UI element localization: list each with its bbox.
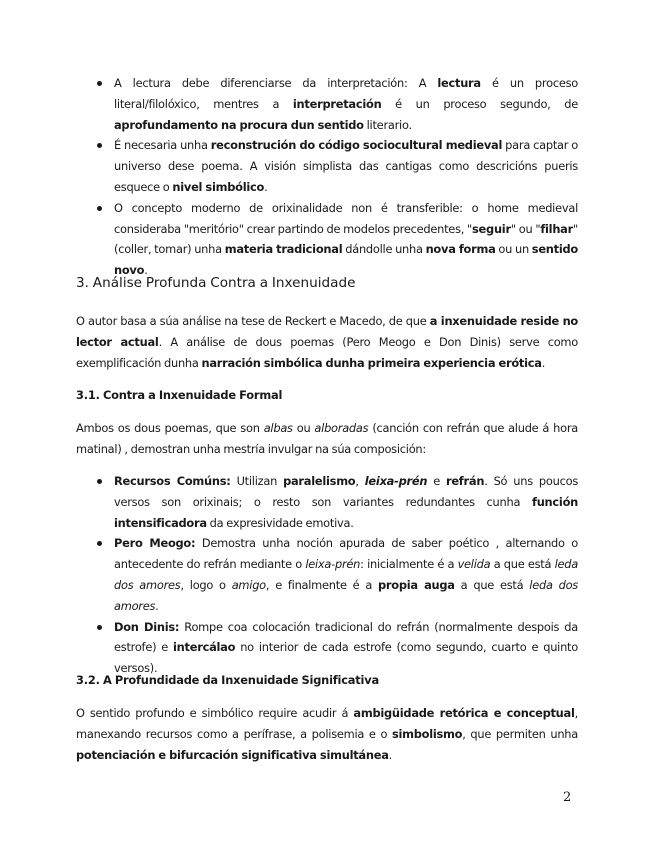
text-run: ou <box>292 421 315 435</box>
text-run: dándolle unha <box>342 242 426 257</box>
text-run: . <box>264 179 268 194</box>
emphasis-text: leixa-prén <box>364 474 428 488</box>
text-run: : inicialmente é a <box>360 557 458 572</box>
page-number: 2 <box>563 790 572 805</box>
bullet-icon <box>97 81 102 86</box>
section-heading-3-1: 3.1. Contra a Inxenuidade Formal <box>76 388 283 402</box>
text-run: , e finalmente é a <box>265 577 378 592</box>
section-3-2-body <box>76 703 578 766</box>
text-run: e <box>427 474 446 488</box>
emphasis-text: propia auga <box>378 577 455 592</box>
emphasis-text: refrán <box>445 474 485 488</box>
emphasis-text: simbolismo <box>391 727 463 741</box>
emphasis-text: interpretación <box>292 96 382 111</box>
emphasis-text: albas <box>263 421 293 435</box>
text-run: no interior de cada estrofe (como segundo, cuarto e quinto versos). <box>114 640 578 676</box>
emphasis-text: reconstrución do código sociocultural medieval <box>210 138 503 153</box>
emphasis-text: nivel simbólico <box>172 179 265 194</box>
text-run: Ambos os dous poemas, que son <box>76 421 264 435</box>
section-heading-3: 3. Análise Profunda Contra a Inxenuidade <box>76 275 356 291</box>
text-run: A lectura debe diferenciarse da interpretación: A <box>114 76 438 90</box>
emphasis-text: materia tradicional <box>224 242 343 257</box>
emphasis-text: ambigüidade retórica e conceptual <box>353 706 575 720</box>
text-run: . Só uns poucos versos son orixinais; o resto son variantes redundantes cunha <box>114 474 578 509</box>
text-run: a que está <box>490 557 555 572</box>
emphasis-text: Pero Meogo: <box>114 536 196 551</box>
bullet-icon <box>97 206 102 211</box>
emphasis-text: filhar <box>540 221 573 236</box>
bullet-icon <box>97 143 102 148</box>
text-run: a que está <box>454 577 530 592</box>
emphasis-text: narración simbólica dunha primeira experiencia erótica <box>201 356 542 370</box>
list-item <box>94 73 578 135</box>
list-item <box>94 617 578 679</box>
text-run: O sentido profundo e simbólico require acudir á <box>76 706 354 720</box>
text-run: literario. <box>363 117 412 132</box>
emphasis-text: aprofundamento na procura dun sentido <box>114 117 364 132</box>
emphasis-text: Don Dinis: <box>114 619 180 634</box>
list-item <box>94 471 578 533</box>
text-run: , logo o <box>180 577 232 592</box>
emphasis-text: alboradas <box>314 421 369 435</box>
text-run: O autor basa a súa análise na tese de Reckert e Macedo, de que <box>76 314 430 328</box>
text-run: " ou " <box>510 221 541 236</box>
text-run: é un proceso segundo, de <box>381 96 579 111</box>
list-item <box>94 135 578 197</box>
emphasis-text: potenciación e bifurcación significativa simultánea <box>76 748 389 762</box>
bullet-icon <box>97 541 102 546</box>
list-item <box>94 198 578 281</box>
emphasis-text: leda dos amores <box>114 577 578 613</box>
emphasis-text: amigo <box>231 577 266 592</box>
text-run: (canción con refrán que alude á hora matinal) , demostran unha mestría invulgar na súa composición: <box>76 421 579 456</box>
emphasis-text: leda dos amores <box>114 557 578 592</box>
text-run: . <box>541 356 546 370</box>
emphasis-text: intercálao <box>173 640 236 655</box>
text-run: Utilizan <box>230 474 284 488</box>
text-run: " (coller, tomar) unha <box>114 221 578 257</box>
bullet-icon <box>97 479 102 484</box>
emphasis-text: Recursos Comúns: <box>114 474 231 488</box>
section-3-1-intro <box>76 418 578 460</box>
text-run: , manexando recursos como a perífrase, a polisemia e o <box>76 706 578 741</box>
text-run: . <box>155 598 159 613</box>
emphasis-text: seguir <box>472 221 511 236</box>
list-item <box>94 533 578 616</box>
emphasis-text: leixa-prén <box>305 557 361 572</box>
text-run: É necesaria unha <box>114 138 211 153</box>
emphasis-text: paralelismo <box>283 474 356 488</box>
emphasis-text: velida <box>457 557 491 572</box>
text-run: Rompe coa colocación tradicional do refrán (normalmente despois da estrofe) e <box>114 619 578 655</box>
text-run: . <box>144 263 148 278</box>
text-run: ou un <box>495 242 532 257</box>
emphasis-text: a inxenuidade reside no lector actual <box>76 314 578 349</box>
section-heading-3-2: 3.2. A Profundidade da Inxenuidade Significativa <box>76 673 379 687</box>
bullet-list-reading <box>94 73 578 281</box>
bullet-list-formal <box>94 471 578 679</box>
text-run: O concepto moderno de orixinalidade non é transferible: o home medieval consideraba "meritório" crear partindo de modelos precedentes, " <box>114 200 578 236</box>
text-run: Demostra unha noción apurada de saber poético , alternando o antecedente do refrán mediante o <box>114 536 578 572</box>
bullet-icon <box>97 625 102 630</box>
text-run: , <box>355 474 365 488</box>
text-run: . <box>388 748 393 762</box>
text-run: , que permiten unha <box>462 727 578 741</box>
text-run: é un proceso literal/filolóxico, mentres a <box>114 76 578 111</box>
emphasis-text: función intensificadora <box>114 494 578 530</box>
emphasis-text: sentido novo <box>114 242 578 278</box>
text-run: da expresividade emotiva. <box>206 515 354 530</box>
emphasis-text: nova forma <box>425 242 496 257</box>
text-run: para captar o universo dese poema. A visión simplista das cantigas como descricións pueris esquece o <box>114 138 579 194</box>
section-3-intro <box>76 311 578 374</box>
text-run: . A análise de dous poemas (Pero Meogo e Don Dinis) serve como exemplificación dunha <box>76 335 579 370</box>
emphasis-text: lectura <box>437 76 481 90</box>
